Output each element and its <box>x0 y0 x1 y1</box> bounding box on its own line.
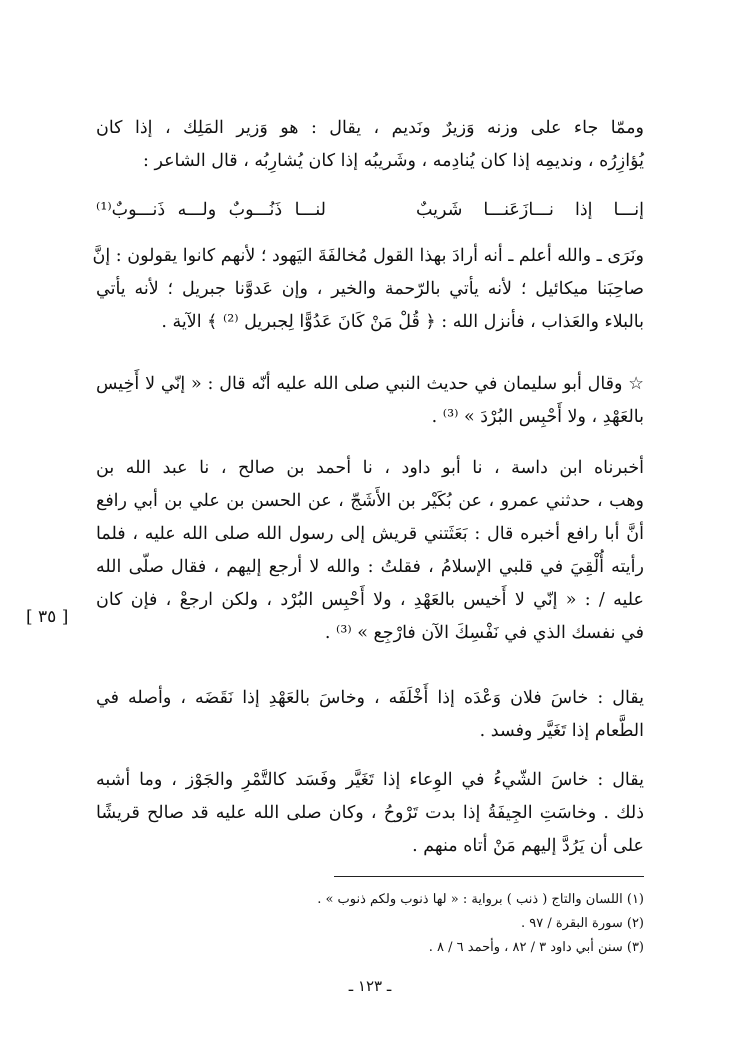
text-line: ذلك . وخاسَتِ الجِيفَةُ إذا بدت تَرْوحُ ، وكان صلى الله عليه قد صالح قريشًا <box>96 803 644 823</box>
text-line: رأيته أُلْقِيَ في قلبي الإسلامُ ، فقلتُ : والله لا أرجع إليهم ، فقال صلّى الله <box>96 557 644 577</box>
text-line: في نفسك الذي في نَفْسِكَ الآن فارْجِع » ⁽³⁾ . <box>324 623 644 643</box>
text-line: بالبلاء والعَذاب ، فأنزل الله : ﴿ قُلْ مَنْ كَانَ عَدُوًّا لِجبريل ⁽²⁾ ﴾ الآية . <box>161 312 644 332</box>
footnote: (٣) سنن أبي داود ٣ / ٨٢ ، وأحمد ٦ / ٨ . <box>428 940 644 955</box>
text-line: يقال : خاسَ فلان وَعْدَه إذا أَخْلَفَه ، وخاسَ بالعَهْدِ إذا نَقَضَه ، وأصله في <box>96 688 644 708</box>
text-line: على أن يَرُدَّ إليهم مَنْ أتاه منهم . <box>412 836 644 856</box>
text-line: وممّا جاء على وزنه وَزيرٌ ونَديم ، يقال : هو وَزير المَلِك ، إذا كان <box>96 118 644 138</box>
text-line: بالعَهْدِ ، ولا أَحْبِس البُرْدَ » ⁽³⁾ . <box>431 407 644 427</box>
footnote: (١) اللسان والتاج ( ذنب ) برواية : « لها ذنوب ولكم ذنوب » . <box>317 892 644 907</box>
footnote: (٢) سورة البقرة / ٩٧ . <box>520 916 644 931</box>
text-line: ☆ وقال أبو سليمان في حديث النبي صلى الله عليه أنّه قال : « إنّي لا أَخِيس <box>96 374 644 394</box>
footnote-divider <box>334 876 644 877</box>
manuscript-page-marker: [ ٣٥ ] <box>26 607 69 627</box>
paragraph-wazir <box>96 112 644 178</box>
verse-second-hemistich: لنـــا ذَنُـــوبٌ ولـــه ذَنـــوبٌ⁽¹⁾ <box>96 200 326 220</box>
text-line: وهب ، حدثني عمرو ، عن بُكَيْر بن الأَشَجّ ، عن الحسن بن علي بن أبي رافع <box>96 491 644 511</box>
paragraph-jews <box>92 240 644 339</box>
footnotes <box>96 888 644 960</box>
text-line: عليه / : « إنّي لا أَخيس بالعَهْدِ ، ولا أَحْبِس البُرْد ، ولكن ارجعْ ، فإن كان <box>96 590 644 610</box>
text-line: أنَّ أبا رافع أخبره قال : بَعَثَتني قريش إلى رسول الله صلى الله عليه ، فلما <box>96 524 644 544</box>
poetry-verse <box>96 194 644 227</box>
page-number: ـ ١٢٣ ـ <box>348 977 392 995</box>
text-line: صاحِبَنا ميكائيل ؛ لأنه يأتي بالرّحمة والخير ، وإن عَدوَّنا جبريل ؛ لأنه يأتي <box>96 279 644 299</box>
text-line: الطَّعام إذا تَغَيَّر وفسد . <box>479 721 644 741</box>
paragraph-khas-meaning <box>96 682 644 748</box>
paragraph-hadith-title <box>96 368 644 434</box>
text-line: يُؤازِرُه ، ونديمِه إذا كان يُنادِمه ، وشَريبُه إذا كان يُشارِبُه ، قال الشاعر : <box>142 151 644 171</box>
text-line: أخبرناه ابن داسة ، نا أبو داود ، نا أحمد بن صالح ، نا عبد الله بن <box>96 458 644 478</box>
verse-first-hemistich: إنـــا إذا نـــازَعَنـــا شَريبٌ <box>416 200 644 220</box>
paragraph-khas-thing <box>96 764 644 863</box>
text-line: يقال : خاسَ الشّيءُ في الوِعاء إذا تَغَيَّر وفَسَد كالتَّمْرِ والجَوْز ، وما أشبه <box>96 770 644 790</box>
paragraph-isnad <box>96 452 644 650</box>
text-line: ونَرَى ـ والله أعلم ـ أنه أرادَ بهذا القول مُخالفَةَ اليَهود ؛ لأنهم كانوا يقولون : إنَّ <box>92 246 644 266</box>
